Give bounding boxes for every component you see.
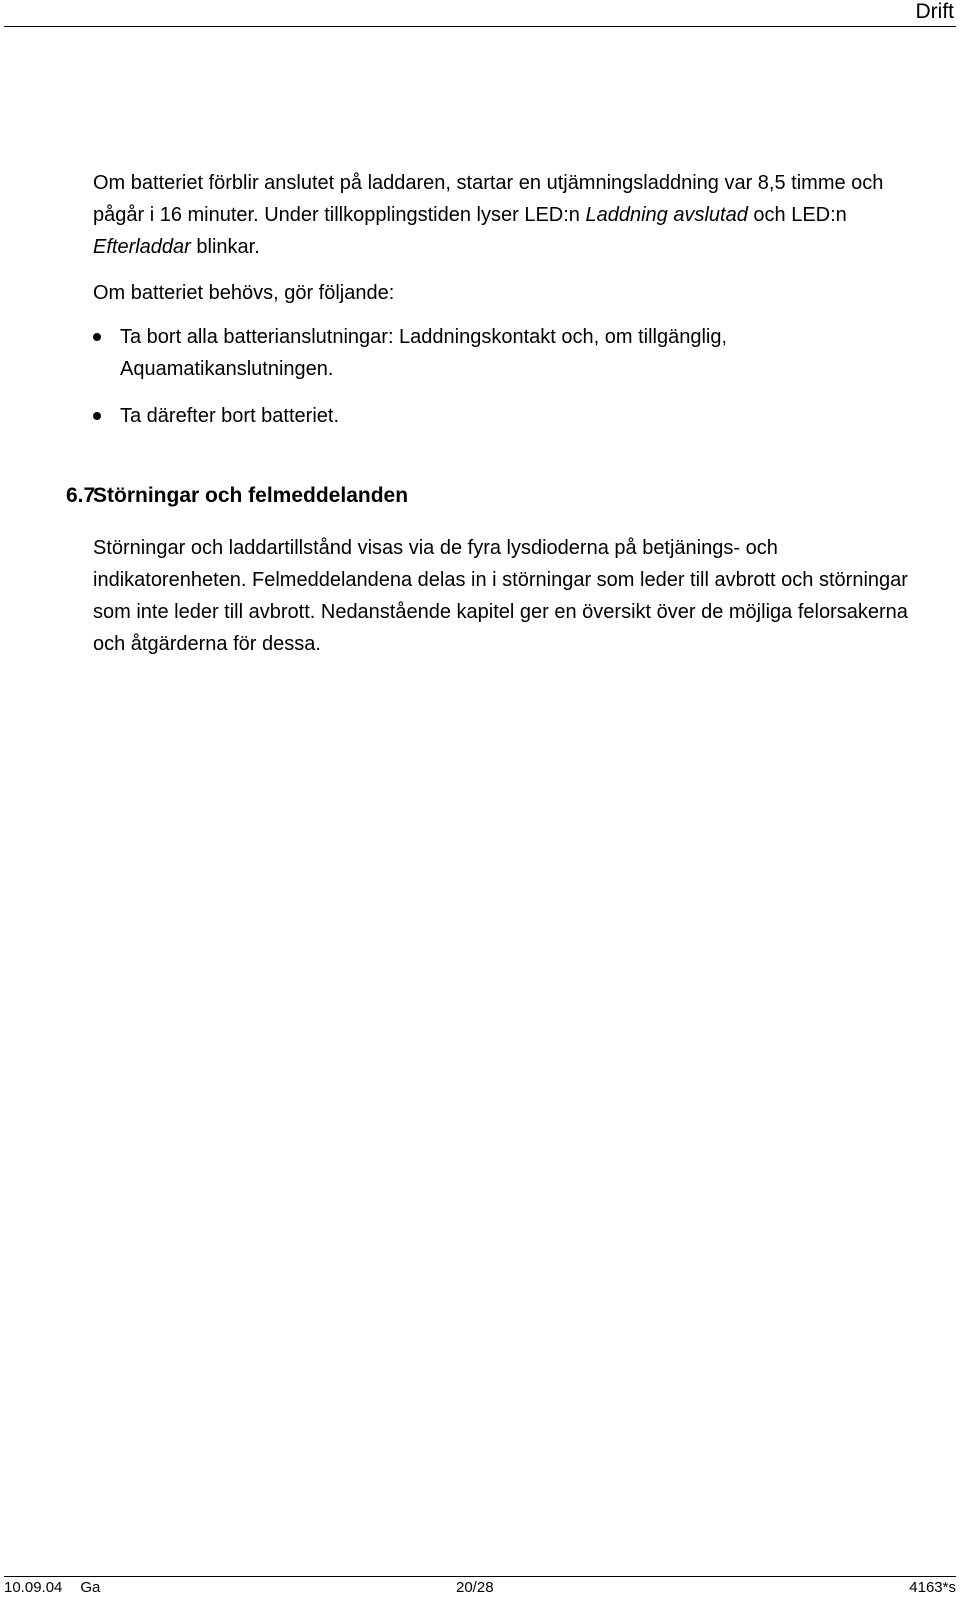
page-header-title: Drift <box>915 0 954 23</box>
main-content <box>93 167 933 447</box>
list-item-text: Ta därefter bort batteriet. <box>120 405 340 427</box>
instruction-list <box>93 321 933 432</box>
footer-date: 10.09.04 <box>4 1579 63 1596</box>
paragraph-text: Om batteriet förblir anslutet på laddaren, startar en utjämningsladdning var 8,5 timme och pågår i 16 minuter. Under tillkopplingstiden lyser LED:n <box>93 172 884 226</box>
section-heading <box>66 480 408 512</box>
led-name-efterladdar: Efterladdar <box>93 236 191 258</box>
footer-left <box>4 1579 100 1597</box>
footer-doc-id: 4163*s <box>909 1579 956 1596</box>
footer-page-number: 20/28 <box>456 1579 494 1596</box>
led-name-laddning-avslutad: Laddning avslutad <box>585 204 748 226</box>
list-item <box>93 321 933 385</box>
section-body-text: Störningar och laddartillstånd visas via de fyra lysdioderna på betjänings- och indikatorenheten. Felmeddelandena delas in i störningar som leder till avbrott och störningar som inte leder till avbrott. Nedanstående kapitel ger en översikt över de möjliga felorsakerna och åtgärderna för dessa. <box>93 537 908 655</box>
header-divider <box>4 26 956 27</box>
section-number: 6.7 <box>66 484 96 507</box>
list-item-text: Ta bort alla batterianslutningar: Laddningskontakt och, om tillgänglig, Aquamatikanslutningen. <box>120 326 728 380</box>
footer-divider <box>4 1576 956 1577</box>
paragraph-equalization-charge <box>93 167 933 263</box>
paragraph-text: blinkar. <box>190 236 260 258</box>
section-title: Störningar och felmeddelanden <box>93 484 409 507</box>
footer-code: Ga <box>80 1579 101 1596</box>
paragraph-text: och LED:n <box>747 204 847 226</box>
list-item <box>93 400 933 432</box>
bullet-icon <box>93 333 101 341</box>
paragraph-if-battery-needed: Om batteriet behövs, gör följande: <box>93 282 395 304</box>
bullet-icon <box>93 412 101 420</box>
